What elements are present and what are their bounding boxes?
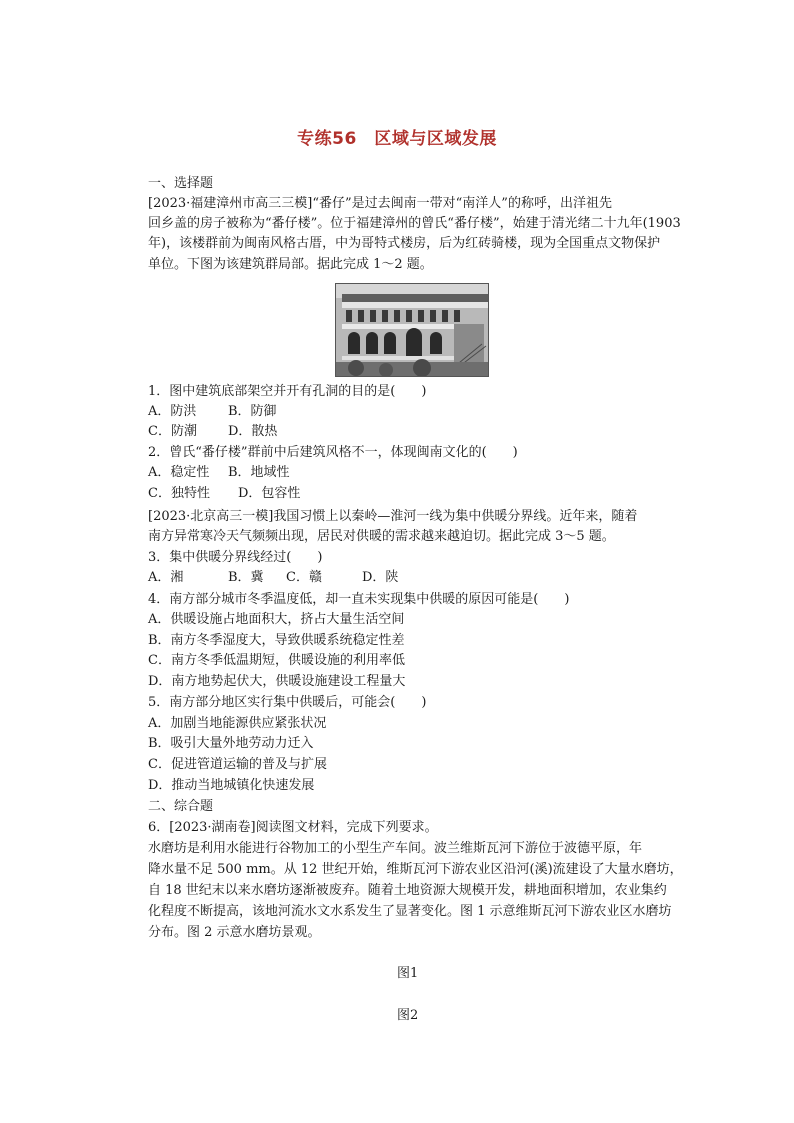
option-c[interactable]: C．独特性 [148, 486, 210, 501]
option-a[interactable]: A．稳定性 [148, 465, 210, 480]
option-b[interactable]: B．南方冬季湿度大，导致供暖系统稳定性差 [148, 633, 405, 648]
intro2-line: [2023·北京高三一模]我国习惯上以秦岭—淮河一线为集中供暖分界线。近年来，随着 [148, 509, 638, 524]
question-1-stem: 1．图中建筑底部架空并开有孔洞的目的是( ) [148, 384, 427, 399]
question-2-options [148, 463, 290, 483]
option-a[interactable]: A．湘 [148, 570, 184, 585]
option-b[interactable]: B．冀 [228, 570, 264, 585]
question-2-stem: 2．曾氏“番仔楼”群前中后建筑风格不一，体现闽南文化的( ) [148, 445, 518, 460]
intro1-line: 回乡盖的房子被称为“番仔楼”。位于福建漳州的曾氏“番仔楼”，始建于清光绪二十九年(1903 [148, 216, 681, 231]
question-6-paragraph-line: 水磨坊是利用水能进行谷物加工的小型生产车间。波兰维斯瓦河下游位于波德平原，年 [148, 841, 643, 856]
section-comprehensive-heading: 二、综合题 [148, 799, 214, 814]
option-b[interactable]: B．地域性 [228, 465, 290, 480]
question-6-paragraph-line: 降水量不足 500 mm。从 12 世纪开始，维斯瓦河下游农业区沿河(溪)流建设了大量水磨坊， [148, 862, 683, 877]
question-1-options [148, 422, 277, 442]
question-2-options [148, 484, 300, 504]
building-photo [335, 283, 489, 377]
option-a[interactable]: A．供暖设施占地面积大，挤占大量生活空间 [148, 612, 405, 627]
option-c[interactable]: C．南方冬季低温期短，供暖设施的利用率低 [148, 653, 405, 668]
question-1-options [148, 402, 277, 422]
option-c[interactable]: C．促进管道运输的普及与扩展 [148, 757, 327, 772]
question-6-paragraph-line: 化程度不断提高，该地河流水文水系发生了显著变化。图 1 示意维斯瓦河下游农业区水磨坊 [148, 904, 672, 919]
intro1-line: 年)，该楼群前为闽南风格古厝，中为哥特式楼房，后为红砖骑楼，现为全国重点文物保护 [148, 236, 661, 251]
intro1-line: [2023·福建漳州市高三三模]“番仔”是过去闽南一带对“南洋人”的称呼，出洋祖先 [148, 196, 612, 211]
question-3-stem: 3．集中供暖分界线经过( ) [148, 550, 323, 565]
figure-2-caption: 图2 [397, 1008, 419, 1023]
option-d[interactable]: D．散热 [228, 424, 278, 439]
option-a[interactable]: A．防洪 [148, 404, 197, 419]
question-6-stem: 6．[2023·湖南卷]阅读图文材料，完成下列要求。 [148, 820, 438, 835]
question-4-stem: 4．南方部分城市冬季温度低，却一直未实现集中供暖的原因可能是( ) [148, 592, 570, 607]
intro1-line: 单位。下图为该建筑群局部。据此完成 1～2 题。 [148, 257, 433, 272]
section-choice-heading: 一、选择题 [148, 176, 214, 191]
option-d[interactable]: D．南方地势起伏大，供暖设施建设工程量大 [148, 674, 406, 689]
question-5-stem: 5．南方部分地区实行集中供暖后，可能会( ) [148, 695, 427, 710]
option-c[interactable]: C．赣 [286, 570, 322, 585]
option-a[interactable]: A．加剧当地能源供应紧张状况 [148, 716, 327, 731]
option-d[interactable]: D．陕 [362, 570, 399, 585]
option-d[interactable]: D．推动当地城镇化快速发展 [148, 778, 315, 793]
question-6-paragraph-line: 自 18 世纪末以来水磨坊逐渐被废弃。随着土地资源大规模开发，耕地面积增加，农业集约 [148, 883, 667, 898]
option-c[interactable]: C．防潮 [148, 424, 197, 439]
option-b[interactable]: B．防御 [228, 404, 277, 419]
option-b[interactable]: B．吸引大量外地劳动力迁入 [148, 736, 314, 751]
question-3-options [148, 568, 398, 588]
intro2-line: 南方异常寒冷天气频频出现，居民对供暖的需求越来越迫切。据此完成 3～5 题。 [148, 529, 615, 544]
page-title: 专练56 区域与区域发展 [297, 129, 497, 149]
option-d[interactable]: D．包容性 [238, 486, 301, 501]
figure-1-caption: 图1 [397, 966, 419, 981]
question-6-paragraph-line: 分布。图 2 示意水磨坊景观。 [148, 925, 321, 940]
